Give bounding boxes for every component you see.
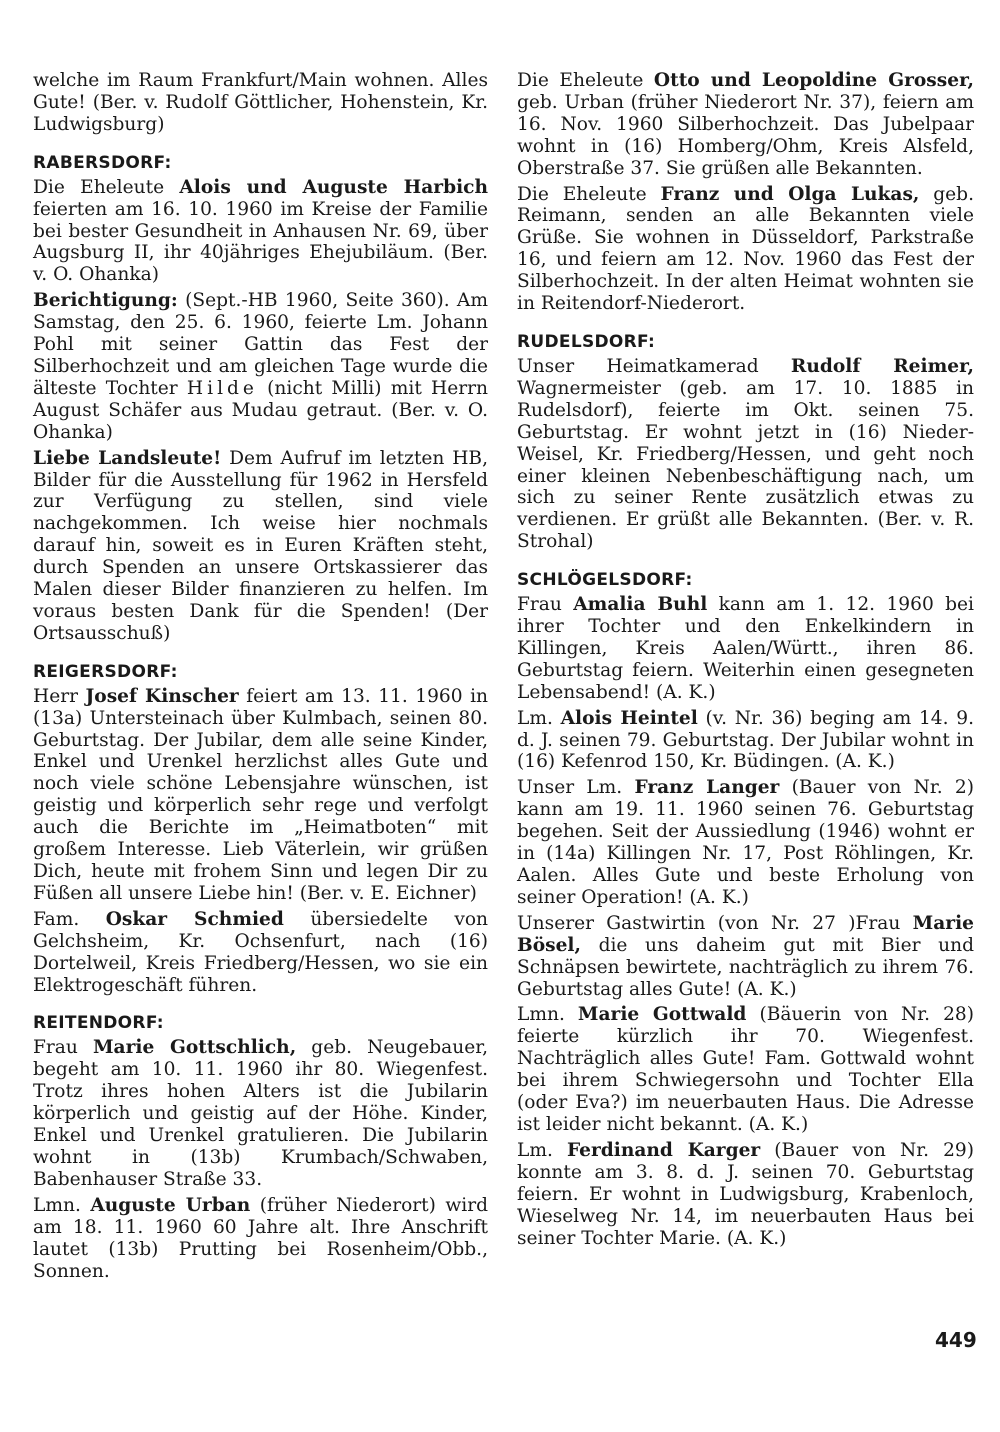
paragraph-harbich: Die Eheleute Alois und Auguste Harbich feierten am 16. 10. 1960 im Kreise der Familie bei bester Gesundheit in Anhausen Nr. 69, über Augsburg II, ihr 40jähriges Ehejubiläum. (Ber. v. O. Ohanka) <box>33 176 488 286</box>
name-schmied: Oskar Schmied <box>105 908 284 930</box>
paragraph-lukas: Die Eheleute Franz und Olga Lukas, geb. Reimann, senden an alle Bekannten viele Grüße. Sie wohnen in Düsseldorf, Parkstraße 16, und feiern am 12. Nov. 1960 das Fest der Silberhochzeit. In der alten Heimat wohnten sie in Reitendorf-Niederort. <box>517 183 974 315</box>
name-harbich: Alois und Auguste Harbich <box>179 176 488 198</box>
name-gottschlich: Marie Gottschlich, <box>92 1037 297 1059</box>
name-kinscher: Josef Kinscher <box>85 685 239 707</box>
name-boesel: Marie Bösel, <box>517 912 974 956</box>
left-column <box>33 70 488 1286</box>
heading-reitendorf: REITENDORF: <box>33 1013 164 1034</box>
heading-schloegelsdorf: SCHLÖGELSDORF: <box>517 570 693 591</box>
name-gottwald: Marie Gottwald <box>577 1004 747 1026</box>
name-grosser: Otto und Leopoldine Grosser, <box>653 70 974 91</box>
heading-rabersdorf: RABERSDORF: <box>33 152 172 173</box>
name-buhl: Amalia Buhl <box>573 594 708 616</box>
right-column <box>517 70 974 1253</box>
paragraph-gottwald: Lmn. Marie Gottwald (Bäuerin von Nr. 28) feierte kürzlich ihr 70. Wiegenfest. Nachträglich alles Gute! Fam. Gottwald wohnt bei ihrem Schwiegersohn und Tochter Ella (oder Eva?) im neuerbauten Haus. Die Adresse ist leider nicht bekannt. (A. K.) <box>517 1004 975 1135</box>
label-liebe-landsleute: Liebe Landsleute! <box>33 447 222 469</box>
paragraph-grosser: Die Eheleute Otto und Leopoldine Grosser, geb. Urban (früher Niederort Nr. 37), feiern am 16. Nov. 1960 Silberhochzeit. Das Jubelpaar wohnt in (16) Homberg/Ohm, Kreis Alsfeld, Oberstraße 37. Sie grüßen alle Bekannten. <box>517 70 974 179</box>
paragraph-berichtigung: Berichtigung: (Sept.-HB 1960, Seite 360). Am Samstag, den 25. 6. 1960, feierte Lm. Johann Pohl mit seiner Gattin das Fest der Silberhochzeit und am gleichen Tage wurde die älteste Tochter Hilde (nicht Milli) mit Herrn August Schäfer aus Mudau getraut. (Ber. v. O. Ohanka) <box>33 290 488 443</box>
name-hilde: Hilde <box>186 377 258 399</box>
paragraph-intro: welche im Raum Frankfurt/Main wohnen. Alles Gute! (Ber. v. Rudolf Göttlicher, Hohenstein, Kr. Ludwigsburg) <box>33 70 488 135</box>
paragraph-kinscher: Herr Josef Kinscher feiert am 13. 11. 1960 in (13a) Untersteinach über Kulmbach, seinen 80. Geburtstag. Der Jubilar, dem alle seine Kinder, Enkel und Urenkel herzlichst alles Gute und noch viele schöne Lebensjahre wünschen, ist geistig und körperlich sehr rege und verfolgt auch die Berichte im „Heimatboten“ mit großem Interesse. Lieb Väterlein, wir grüßen Dich, heute mit frohem Sinn und legen Dir zu Füßen all unsere Liebe hin! (Ber. v. E. Eichner) <box>33 685 488 904</box>
page-number: 449 <box>935 1328 977 1352</box>
paragraph-langer: Unser Lm. Franz Langer (Bauer von Nr. 2) kann am 19. 11. 1960 seinen 76. Geburtstag begehen. Seit der Aussiedlung (1946) wohnt er in (14a) Killingen Nr. 17, Post Röhlingen, Kr. Aalen. Alles Gute und beste Erholung von seiner Operation! (A. K.) <box>517 777 974 908</box>
heading-reigersdorf: REIGERSDORF: <box>33 661 178 682</box>
paragraph-urban: Lmn. Auguste Urban (früher Niederort) wird am 18. 11. 1960 60 Jahre alt. Ihre Anschrift lautet (13b) Prutting bei Rosenheim/Obb., Sonnen. <box>33 1194 488 1282</box>
paragraph-boesel: Unserer Gastwirtin (von Nr. 27 )Frau Marie Bösel, die uns daheim gut mit Bier und Schnäpsen bewirtete, nachträglich zu ihrem 76. Geburtstag alles Gute! (A. K.) <box>517 912 974 1000</box>
label-berichtigung: Berichtigung: <box>33 290 178 312</box>
name-langer: Franz Langer <box>634 777 780 799</box>
name-karger: Ferdinand Karger <box>566 1139 761 1161</box>
paragraph-schmied: Fam. Oskar Schmied übersiedelte von Gelchsheim, Kr. Ochsenfurt, nach (16) Dortelweil, Kreis Friedberg/Hessen, wo sie ein Elektrogeschäft führen. <box>33 908 488 996</box>
name-urban: Auguste Urban <box>90 1194 251 1216</box>
paragraph-heintel: Lm. Alois Heintel (v. Nr. 36) beging am 14. 9. d. J. seinen 79. Geburtstag. Der Jubilar wohnt in (16) Kefenrod 150, Kr. Büdingen. (A. K.) <box>517 707 974 773</box>
name-lukas: Franz und Olga Lukas, <box>660 183 920 205</box>
name-reimer: Rudolf Reimer, <box>790 355 974 377</box>
paragraph-liebe-landsleute: Liebe Landsleute! Dem Aufruf im letzten HB, Bilder für die Ausstellung für 1962 in Hersfeld zur Verfügung zu stellen, sind viele nachgekommen. Ich weise hier nochmals darauf hin, soweit es in Euren Kräften steht, durch Spenden an unsere Ortskassierer das Malen dieser Bilder finanzieren zu helfen. Im voraus besten Dank für die Spenden! (Der Ortsausschuß) <box>33 447 489 644</box>
paragraph-gottschlich: Frau Marie Gottschlich, geb. Neugebauer, begeht am 10. 11. 1960 ihr 80. Wiegenfest. Trotz ihres hohen Alters ist die Jubilarin körperlich und geistig auf der Höhe. Kinder, Enkel und Urenkel gratulieren. Die Jubilarin wohnt in (13b) Krumbach/Schwaben, Babenhauser Straße 33. <box>33 1037 488 1190</box>
paragraph-reimer: Unser Heimatkamerad Rudolf Reimer, Wagnermeister (geb. am 17. 10. 1885 in Rudelsdorf), feierte im Okt. seinen 75. Geburtstag. Er wohnt jetzt in (16) Nieder-Weisel, Kr. Friedberg/Hessen, und geht noch einer kleinen Nebenbeschäftigung nach, um sich zu seiner Rente zusätzlich etwas zu verdienen. Er grüßt alle Bekannten. (Ber. v. R. Strohal) <box>517 355 974 553</box>
heading-rudelsdorf: RUDELSDORF: <box>517 331 656 352</box>
paragraph-buhl: Frau Amalia Buhl kann am 1. 12. 1960 bei ihrer Tochter und den Enkelkindern in Killingen, Kreis Aalen/Württ., ihren 86. Geburtstag feiern. Weiterhin einen gesegneten Lebensabend! (A. K.) <box>517 594 974 703</box>
name-heintel: Alois Heintel <box>560 707 698 729</box>
paragraph-karger: Lm. Ferdinand Karger (Bauer von Nr. 29) konnte am 3. 8. d. J. seinen 70. Geburtstag feiern. Er wohnt in Ludwigsburg, Krabenloch, Wieselweg Nr. 14, im neuerbauten Haus bei seiner Tochter Marie. (A. K.) <box>517 1139 974 1249</box>
